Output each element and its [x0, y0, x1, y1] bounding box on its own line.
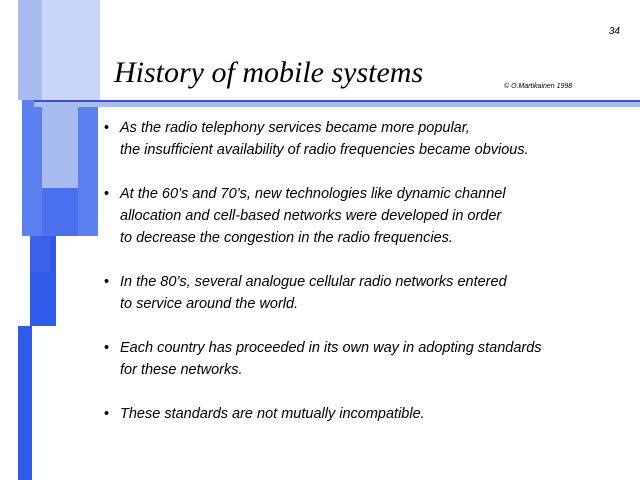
- decor-block-mid-bottom: [42, 188, 78, 236]
- bullet-line: As the radio telephony services became more popular,: [120, 120, 470, 136]
- bullet-marker: •: [104, 406, 110, 422]
- bullet-line: for these networks.: [120, 362, 243, 378]
- bullet-line: the insufficient availability of radio frequencies became obvious.: [120, 142, 529, 158]
- bullet-line: At the 60’s and 70’s, new technologies like dynamic channel: [120, 186, 506, 202]
- bullet-item: [104, 271, 634, 315]
- slide-title: History of mobile systems: [114, 56, 424, 89]
- bullet-item: [104, 337, 634, 381]
- title-divider-shadow: [34, 102, 640, 107]
- bullet-marker: •: [104, 120, 110, 136]
- bullet-line: Each country has proceeded in its own way in adopting standards: [120, 340, 542, 356]
- bullet-item: [104, 183, 634, 249]
- bullet-line: In the 80’s, several analogue cellular radio networks entered: [120, 274, 507, 290]
- bullet-marker: •: [104, 340, 110, 356]
- copyright-notice: © O.Martikainen 1998: [504, 83, 573, 90]
- decor-block-mid-left: [22, 100, 42, 236]
- bullet-item: [104, 403, 634, 425]
- decor-block-dark-small: [30, 236, 50, 272]
- decor-block-mid-right: [78, 100, 98, 236]
- bullet-line: to decrease the congestion in the radio frequencies.: [120, 230, 453, 246]
- decor-block-light-mid: [42, 100, 78, 188]
- bullet-marker: •: [104, 186, 110, 202]
- bullet-line: to service around the world.: [120, 296, 299, 312]
- decor-block-light-top: [18, 0, 42, 100]
- bullet-item: [104, 117, 634, 161]
- slide-number: 34: [608, 26, 620, 37]
- bullet-marker: •: [104, 274, 110, 290]
- bullet-list: [104, 117, 634, 447]
- bullet-line: These standards are not mutually incompatible.: [120, 406, 425, 422]
- decor-bar-vertical: [18, 326, 32, 480]
- bullet-line: allocation and cell-based networks were developed in order: [120, 208, 502, 224]
